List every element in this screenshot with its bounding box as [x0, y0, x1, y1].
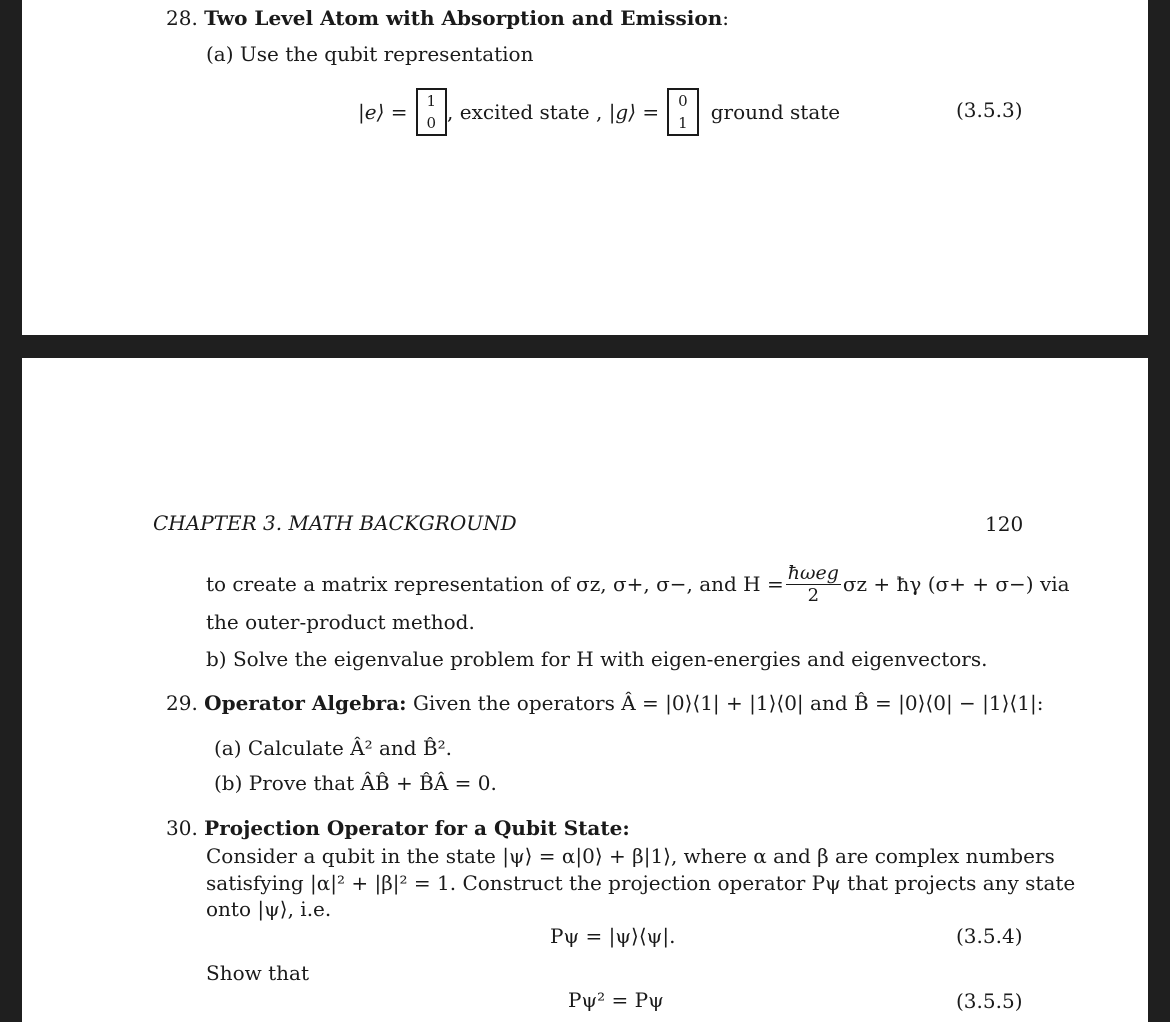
ground-state-vector	[667, 88, 699, 136]
document-page-top	[22, 0, 1148, 335]
excited-ket: |e⟩ =	[358, 100, 408, 124]
problem-30-line-2: satisfying |α|² + |β|² = 1. Construct the projection operator Pψ that projects any state	[206, 871, 1076, 895]
excited-state-label: , excited state ,	[447, 100, 609, 124]
problem-title: Two Level Atom with Absorption and Emission	[204, 6, 723, 30]
projection-operator-equation: Pψ = |ψ⟩⟨ψ|.	[550, 924, 676, 948]
problem-29-heading	[166, 691, 1043, 715]
problem-28-continuation-line-2: the outer-product method.	[206, 610, 475, 634]
vector-entry: 0	[678, 92, 688, 110]
ground-state-label: ground state	[710, 100, 841, 124]
equation-number: (3.5.5)	[956, 989, 1023, 1013]
text-segment: to create a matrix representation of σz, σ+, σ−, and H =	[206, 572, 784, 596]
equation-number: (3.5.4)	[956, 924, 1023, 948]
problem-30-line-3: onto |ψ⟩, i.e.	[206, 897, 332, 921]
problem-29-part-b: (b) Prove that ÂB̂ + B̂Â = 0.	[214, 771, 497, 795]
vector-entry: 1	[426, 92, 437, 110]
excited-state-vector	[416, 88, 448, 136]
problem-title: Operator Algebra:	[204, 691, 407, 715]
problem-30-line-1: Consider a qubit in the state |ψ⟩ = α|0⟩ + β|1⟩, where α and β are complex numbers	[206, 844, 1055, 868]
problem-number: 30.	[166, 816, 198, 840]
idempotence-equation: Pψ² = Pψ	[568, 988, 664, 1012]
problem-28-part-a-intro: (a) Use the qubit representation	[206, 42, 534, 66]
problem-number: 29.	[166, 691, 198, 715]
problem-29-part-a: (a) Calculate Â² and B̂².	[214, 736, 452, 760]
problem-number: 28.	[166, 6, 198, 30]
title-colon: :	[722, 6, 729, 30]
vector-entry: 1	[678, 114, 688, 132]
fraction-numerator: ħωeg	[787, 561, 839, 584]
problem-28-part-b: b) Solve the eigenvalue problem for H with eigen-energies and eigenvectors.	[206, 647, 988, 671]
document-page-bottom	[22, 358, 1148, 1022]
page-number: 120	[985, 512, 1024, 536]
problem-30-heading	[166, 816, 630, 840]
fraction-denominator: 2	[807, 584, 820, 606]
running-header-chapter: CHAPTER 3. MATH BACKGROUND	[153, 511, 517, 535]
ground-ket: |g⟩ =	[608, 100, 660, 124]
text-segment: σz + ħγ (σ+ + σ−) via	[842, 572, 1070, 596]
vector-entry: 0	[426, 114, 437, 132]
problem-28-heading	[166, 6, 729, 30]
problem-statement: Given the operators Â = |0⟩⟨1| + |1⟩⟨0| and B̂ = |0⟩⟨0| − |1⟩⟨1|:	[412, 691, 1044, 715]
problem-28-continuation-line-1	[206, 556, 1070, 612]
equation-number: (3.5.3)	[956, 98, 1023, 122]
hamiltonian-fraction	[786, 562, 841, 607]
qubit-representation-equation	[358, 84, 840, 140]
show-that-text: Show that	[206, 961, 309, 985]
problem-title: Projection Operator for a Qubit State:	[204, 816, 630, 840]
